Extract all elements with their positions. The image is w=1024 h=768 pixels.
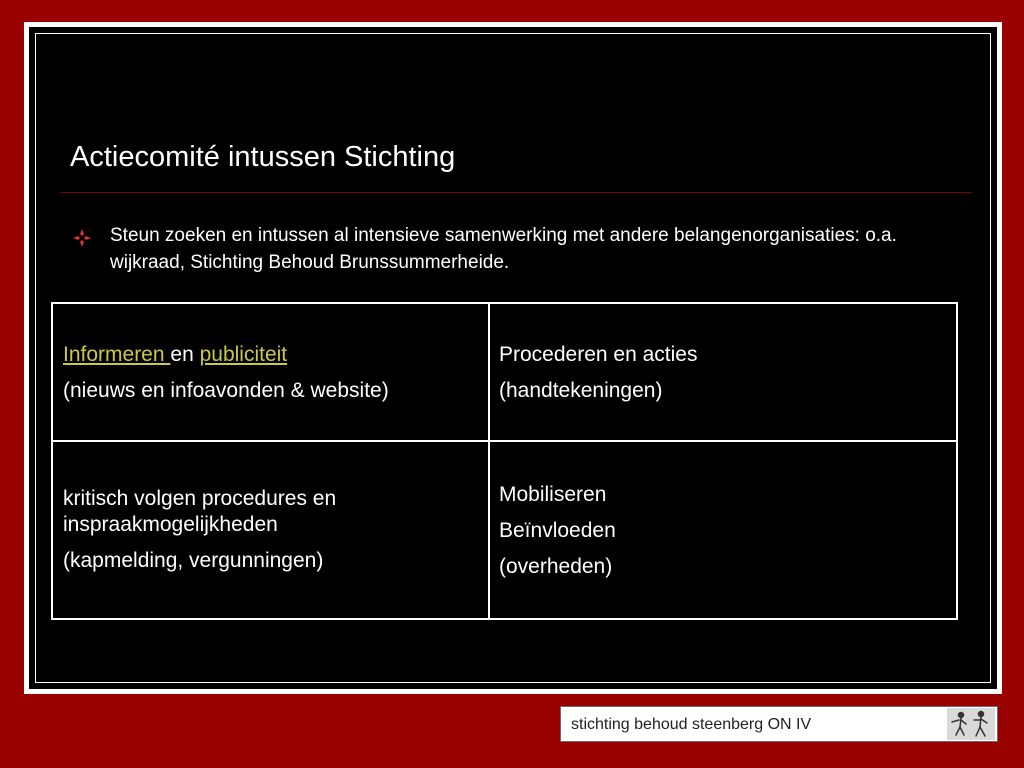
activity-grid: [51, 302, 958, 620]
cell-mobiliseren-line1: Mobiliseren: [499, 483, 607, 506]
cell-procederen: [499, 342, 939, 414]
cell-procederen-line2: (handtekeningen): [499, 379, 663, 402]
cell-procedures-line1: kritisch volgen procedures en inspraakmogelijkheden: [63, 487, 337, 536]
grid-horizontal-divider: [53, 440, 956, 442]
cell-procedures: [63, 486, 483, 584]
footer-text: stichting behoud steenberg ON IV: [571, 716, 812, 733]
diamond-bullet-icon: [72, 228, 92, 248]
cell-informeren: [63, 342, 483, 414]
cell-mobiliseren-line2: Beïnvloeden: [499, 519, 616, 542]
footer-banner: [560, 706, 998, 742]
cell-informeren-line1: [63, 342, 483, 368]
hikers-logo-icon: [947, 708, 995, 740]
bullet-text: Steun zoeken en intussen al intensieve samenwerking met andere belangenorganisaties: o.a. wijkraad, Stichting Behoud Brunssummerheide.: [110, 225, 897, 273]
cell-informeren-line2: (nieuws en infoavonden & website): [63, 379, 389, 402]
link-publiciteit[interactable]: publiciteit: [199, 343, 288, 366]
title-divider: [60, 192, 972, 193]
cell-mobiliseren-line3: (overheden): [499, 555, 613, 578]
cell-procedures-line2: (kapmelding, vergunningen): [63, 549, 324, 572]
cell-procederen-line1: Procederen en acties: [499, 343, 698, 366]
connector-en: en: [170, 343, 200, 366]
cell-mobiliseren: [499, 482, 939, 590]
grid-vertical-divider: [488, 304, 490, 618]
slide-title: Actiecomité intussen Stichting: [70, 141, 456, 173]
link-informeren[interactable]: Informeren: [63, 343, 171, 366]
